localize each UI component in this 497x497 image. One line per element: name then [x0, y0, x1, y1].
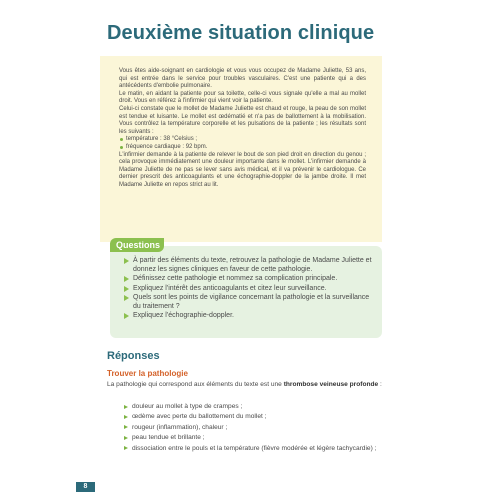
question-item: À partir des éléments du texte, retrouvez la pathologie de Madame Juliette et donnez les signes cliniques en faveur de cette pathologie. — [124, 256, 378, 274]
case-paragraph: Le matin, en aidant la patiente pour sa toilette, celle-ci vous signale qu'elle a mal au mollet droit. Vous en référez à l'infirmier qui vient voir la patiente. — [119, 90, 366, 105]
question-item: Expliquez l'échographie-doppler. — [124, 311, 378, 320]
intro-diagnosis: thrombose veineuse profonde — [283, 381, 379, 388]
questions-list — [124, 256, 378, 320]
answers-list — [124, 403, 386, 455]
vitals-list — [119, 136, 366, 151]
question-item: Quels sont les points de vigilance concernant la pathologie et la surveillance du traitement ? — [124, 293, 378, 311]
answers-subheading: Trouver la pathologie — [107, 369, 188, 378]
answer-item: dissociation entre le pouls et la température (fièvre modérée et légère tachycardie) ; — [124, 445, 386, 453]
answers-heading: Réponses — [107, 350, 160, 362]
clinical-case-text — [119, 68, 366, 190]
answer-item: douleur au mollet à type de crampes ; — [124, 403, 386, 411]
page-number: 8 — [76, 482, 95, 492]
clinical-case-box — [100, 56, 382, 242]
intro-text-end: : — [378, 381, 382, 388]
case-paragraph: Celui-ci constate que le mollet de Madame Juliette est chaud et rouge, la peau de son mollet est tendue et luisante. Le mollet est œdématié et n'a pas de ballottement à la mobilisation. Vous contrôlez la température corporelle et les pulsations de la patiente ; les résultats sont les suivants : — [119, 105, 366, 135]
intro-text: La pathologie qui correspond aux éléments du texte est une — [107, 381, 284, 388]
vitals-item: fréquence cardiaque : 92 bpm. — [119, 144, 366, 152]
answers-intro — [107, 381, 382, 389]
answer-item: peau tendue et brillante ; — [124, 434, 386, 442]
vitals-item: température : 38 °Celsius ; — [119, 136, 366, 144]
answer-item: rougeur (inflammation), chaleur ; — [124, 424, 386, 432]
answer-item: œdème avec perte du ballottement du mollet ; — [124, 413, 386, 421]
questions-tab-label: Questions — [110, 238, 164, 252]
case-paragraph: Vous êtes aide-soignant en cardiologie et vous vous occupez de Madame Juliette, 53 ans, qui est entrée dans le service pour troubles vasculaires. C'est une patiente qui a des antécédents d'embolie pulmonaire. — [119, 68, 366, 90]
case-paragraph: L'infirmier demande à la patiente de relever le bout de son pied droit en direction du genou ; cela provoque immédiatement une douleur importante dans le mollet. L'infirmier demande à Madame Juliette de ne pas se lever sans avis médical, et il va prévenir le cardiologue. Ce dernier prescrit des anticoagulants et une échographie-doppler de la jambe droite. Il met Madame Juliette en repos strict au lit. — [119, 151, 366, 188]
question-item: Expliquez l'intérêt des anticoagulants et citez leur surveillance. — [124, 284, 378, 293]
question-item: Définissez cette pathologie et nommez sa complication principale. — [124, 274, 378, 283]
page-title: Deuxième situation clinique — [107, 22, 375, 44]
